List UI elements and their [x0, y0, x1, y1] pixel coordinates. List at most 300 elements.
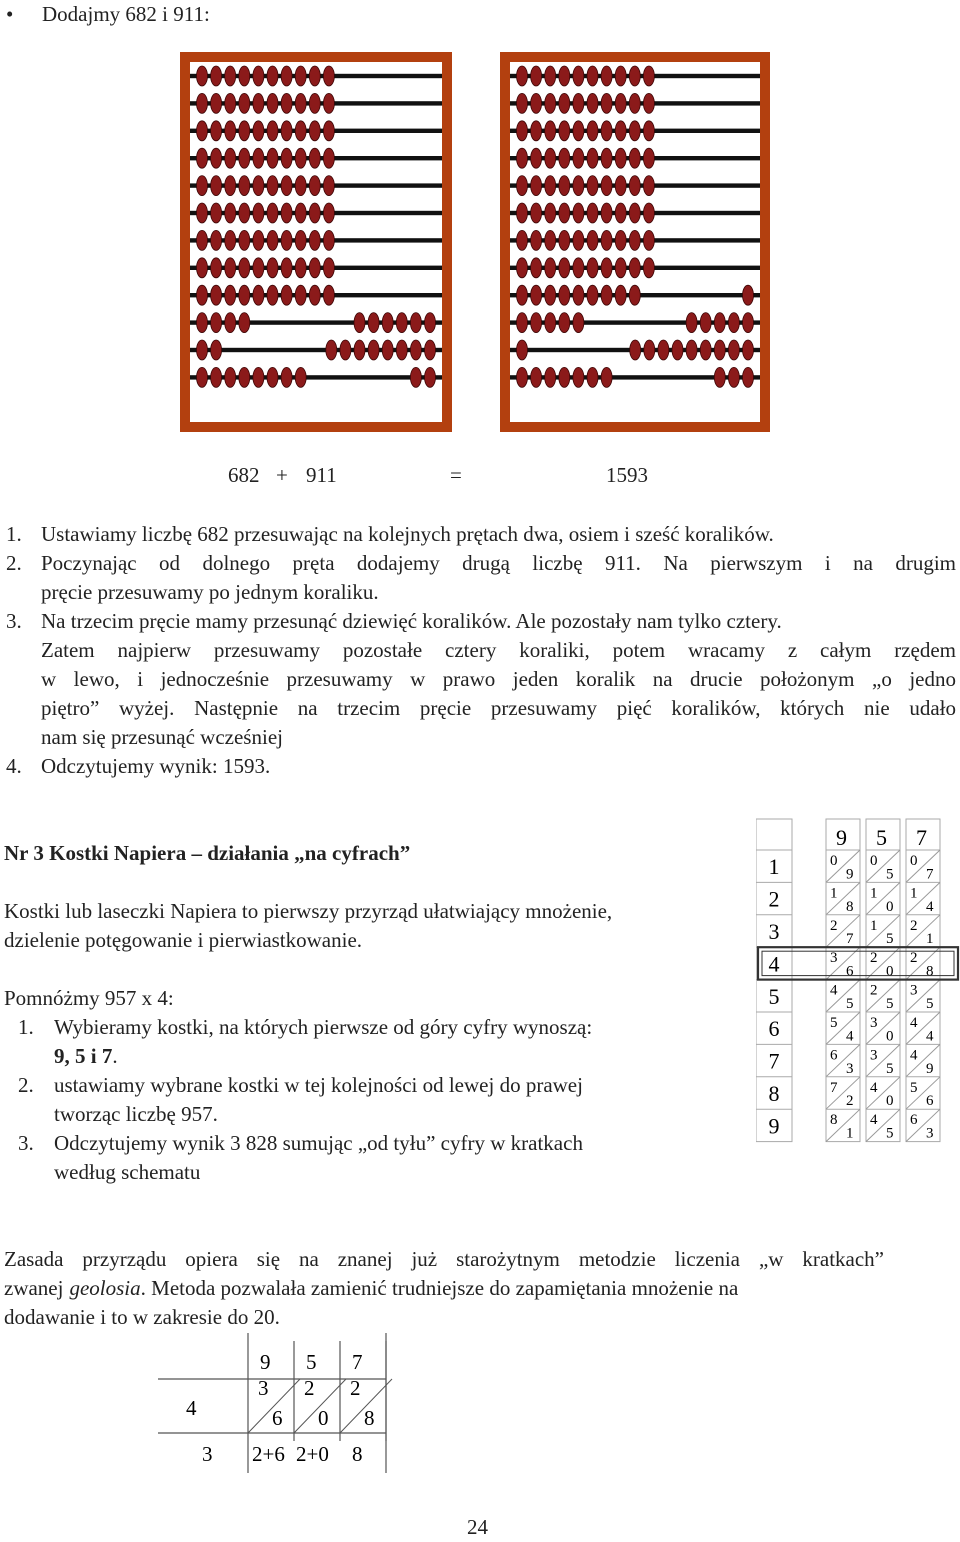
abacus-bead	[197, 93, 208, 113]
abacus-bead	[559, 313, 570, 333]
geolosia-tens: 2	[350, 1376, 361, 1400]
abacus-bead	[601, 258, 612, 278]
abacus-bead	[323, 176, 334, 196]
abacus-bead	[197, 66, 208, 86]
abacus-bead	[253, 93, 264, 113]
abacus-bead	[354, 313, 365, 333]
abacus-bead	[225, 367, 236, 387]
abacus-bead	[253, 148, 264, 168]
bullet: •	[6, 2, 14, 26]
geolosia-term: geolosia	[69, 1276, 141, 1300]
bone-tens-digit: 2	[830, 917, 838, 934]
abacus-bead	[643, 203, 654, 223]
bone-tens-digit: 4	[870, 1079, 878, 1096]
abacus-bead	[340, 340, 351, 360]
abacus-bead	[211, 230, 222, 250]
abacus-bead	[253, 285, 264, 305]
abacus-bead	[295, 203, 306, 223]
bone-ones-digit: 5	[926, 996, 934, 1012]
abacus-bead	[410, 313, 421, 333]
abacus-bead	[323, 203, 334, 223]
abacus-bead	[517, 93, 528, 113]
abacus-bead	[354, 340, 365, 360]
step-2-line-1: Poczynając od dolnego pręta dodajemy drugą liczbę 911. Na pierwszym i na drugim	[41, 551, 956, 575]
abacus-bead	[295, 367, 306, 387]
abacus-bead	[225, 313, 236, 333]
bone-tens-digit: 1	[870, 885, 878, 902]
abacus-bead	[425, 340, 436, 360]
abacus-bead	[573, 93, 584, 113]
abacus-bead	[253, 367, 264, 387]
abacus-bead	[531, 258, 542, 278]
abacus-bead	[601, 148, 612, 168]
abacus-bead	[545, 258, 556, 278]
abacus-bead	[225, 285, 236, 305]
geolosia-multiplier: 4	[186, 1396, 197, 1420]
abacus-bead	[545, 148, 556, 168]
bone-ones-digit: 1	[926, 931, 934, 948]
abacus-bead	[517, 285, 528, 305]
bone-tens-digit: 3	[870, 1015, 878, 1031]
abacus-bead	[643, 258, 654, 278]
napier-step-1-num: 1.	[18, 1015, 34, 1039]
geolosia-tens: 3	[258, 1376, 269, 1400]
abacus-bead	[615, 230, 626, 250]
abacus-bead	[587, 121, 598, 141]
bone-tens-digit: 0	[910, 853, 918, 869]
abacus-bead	[323, 66, 334, 86]
abacus-bead	[197, 285, 208, 305]
abacus-bead	[197, 367, 208, 387]
abacus-bead	[531, 93, 542, 113]
abacus-bead	[587, 66, 598, 86]
abacus-bead	[587, 258, 598, 278]
step-3-num: 3.	[6, 609, 22, 633]
abacus-bead	[573, 203, 584, 223]
abacus-bead	[382, 313, 393, 333]
abacus-bead	[587, 367, 598, 387]
row-label: 7	[768, 1048, 780, 1074]
abacus-bead	[587, 176, 598, 196]
abacus-bead	[615, 258, 626, 278]
abacus-bead	[225, 121, 236, 141]
addend-a: 682	[228, 463, 260, 487]
abacus-bead	[531, 367, 542, 387]
row-label: 2	[768, 886, 780, 912]
row-label: 9	[768, 1113, 780, 1139]
bone-ones-digit: 5	[886, 931, 894, 948]
abacus-bead	[573, 121, 584, 141]
bone-tens-digit: 5	[910, 1079, 918, 1096]
abacus-bead	[545, 66, 556, 86]
abacus-bead	[531, 148, 542, 168]
abacus-bead	[728, 367, 739, 387]
row-label: 8	[768, 1081, 780, 1106]
abacus-bead	[517, 66, 528, 86]
bone-tens-digit: 2	[910, 917, 918, 934]
abacus-bead	[281, 148, 292, 168]
napier-intro-line-2: dzielenie potęgowanie i pierwiastkowanie.	[4, 928, 363, 952]
abacus-bead	[545, 230, 556, 250]
napier-step-1-line-1: Wybieramy kostki, na których pierwsze od góry cyfry wynoszą:	[54, 1015, 593, 1039]
abacus-bead	[281, 367, 292, 387]
bone-header: 5	[876, 825, 887, 850]
abacus-bead	[545, 367, 556, 387]
abacus-bead	[211, 367, 222, 387]
abacus-bead	[253, 176, 264, 196]
abacus-bead	[211, 176, 222, 196]
abacus-bead	[686, 313, 697, 333]
abacus-bead	[545, 121, 556, 141]
abacus-bead	[281, 66, 292, 86]
bone-ones-digit: 0	[886, 963, 894, 980]
geolosia-ones: 8	[364, 1406, 375, 1430]
abacus-bead	[267, 203, 278, 223]
abacus-bead	[309, 230, 320, 250]
geolosia-sum: 2+6	[252, 1442, 285, 1466]
abacus-bead	[225, 203, 236, 223]
abacus-bead	[559, 66, 570, 86]
abacus-bead	[239, 285, 250, 305]
abacus-bead	[253, 230, 264, 250]
bone-ones-digit: 2	[846, 1093, 854, 1110]
abacus-bead	[615, 203, 626, 223]
abacus-bead	[309, 285, 320, 305]
abacus-bead	[368, 313, 379, 333]
abacus-bead	[700, 340, 711, 360]
bone-ones-digit: 7	[846, 931, 854, 948]
bone-tens-digit: 6	[910, 1112, 918, 1129]
abacus-bead	[281, 121, 292, 141]
abacus-bead	[267, 93, 278, 113]
abacus-bead	[629, 285, 640, 305]
abacus-bead	[225, 176, 236, 196]
bone-ones-digit: 1	[846, 1125, 854, 1142]
abacus-bead	[267, 258, 278, 278]
abacus-bead	[253, 121, 264, 141]
abacus-bead	[728, 340, 739, 360]
step-2-num: 2.	[6, 551, 22, 575]
abacus-bead	[197, 203, 208, 223]
abacus-bead	[281, 258, 292, 278]
bone-tens-digit: 5	[830, 1015, 838, 1031]
bone-tens-digit: 1	[870, 917, 878, 934]
abacus-bead	[587, 203, 598, 223]
bone-ones-digit: 3	[846, 1060, 854, 1077]
abacus-bead	[281, 203, 292, 223]
abacus-bead	[517, 176, 528, 196]
bone-tens-digit: 4	[830, 982, 838, 999]
abacus-bead	[587, 148, 598, 168]
abacus-bead	[239, 148, 250, 168]
abacus-bead	[643, 93, 654, 113]
abacus-right	[500, 52, 770, 432]
abacus-bead	[545, 176, 556, 196]
abacus-bead	[267, 121, 278, 141]
abacus-bead	[323, 121, 334, 141]
bone-ones-digit: 0	[886, 1093, 894, 1110]
bone-ones-digit: 4	[926, 1028, 934, 1045]
abacus-bead	[743, 285, 754, 305]
plus-sign: +	[276, 463, 288, 487]
period: .	[112, 1044, 118, 1068]
abacus-bead	[197, 148, 208, 168]
row-label: 1	[768, 854, 780, 880]
equals-sign: =	[450, 463, 462, 487]
abacus-bead	[211, 258, 222, 278]
abacus-bead	[295, 176, 306, 196]
bone-tens-digit: 2	[870, 982, 878, 999]
bone-ones-digit: 9	[926, 1060, 934, 1077]
abacus-bead	[239, 121, 250, 141]
bone-ones-digit: 5	[886, 996, 894, 1012]
principle-line-3: dodawanie i to w zakresie do 20.	[4, 1305, 280, 1329]
abacus-bead	[253, 258, 264, 278]
abacus-bead	[531, 176, 542, 196]
abacus-bead	[573, 66, 584, 86]
principle-line-1: Zasada przyrządu opiera się na znanej już starożytnym metodzie liczenia „w kratkach”	[4, 1247, 884, 1271]
sum-result: 1593	[606, 463, 648, 487]
abacus-bead	[601, 203, 612, 223]
abacus-bead	[281, 93, 292, 113]
abacus-bead	[197, 121, 208, 141]
step-2-line-2: pręcie przesuwamy po jednym koraliku.	[41, 580, 379, 604]
bone-ones-digit: 8	[846, 898, 854, 915]
abacus-bead	[559, 367, 570, 387]
bone-header: 9	[836, 825, 847, 850]
abacus-bead	[531, 66, 542, 86]
abacus-bead	[743, 367, 754, 387]
principle-text-a: zwanej	[4, 1276, 64, 1300]
abacus-bead	[410, 340, 421, 360]
abacus-bead	[211, 121, 222, 141]
abacus-bead	[309, 93, 320, 113]
abacus-bead	[225, 258, 236, 278]
napier-step-2-line-2: tworząc liczbę 957.	[54, 1102, 218, 1126]
step-3-line-4: piętro” wyżej. Następnie na trzecim pręcie przesuwamy pięć koralików, których nie udało	[41, 696, 956, 720]
abacus-bead	[643, 230, 654, 250]
bone-ones-digit: 5	[886, 1060, 894, 1077]
abacus-bead	[309, 203, 320, 223]
abacus-bead	[559, 121, 570, 141]
bone-ones-digit: 0	[886, 1028, 894, 1045]
abacus-bead	[323, 285, 334, 305]
bone-ones-digit: 6	[926, 1093, 934, 1110]
abacus-bead	[629, 93, 640, 113]
geolosia-sum: 3	[202, 1442, 213, 1466]
abacus-bead	[295, 121, 306, 141]
step-4: Odczytujemy wynik: 1593.	[41, 754, 271, 778]
abacus-bead	[267, 285, 278, 305]
abacus-bead	[323, 148, 334, 168]
abacus-bead	[615, 176, 626, 196]
bone-ones-digit: 5	[886, 866, 894, 883]
abacus-bead	[295, 258, 306, 278]
abacus-bead	[239, 66, 250, 86]
abacus-bead	[396, 340, 407, 360]
geolosia-figure	[158, 1333, 398, 1478]
abacus-bead	[425, 367, 436, 387]
napier-step-3-line-2: według schematu	[54, 1160, 201, 1184]
abacus-bead	[281, 176, 292, 196]
abacus-bead	[630, 340, 641, 360]
abacus-bead	[615, 148, 626, 168]
abacus-bead	[239, 313, 250, 333]
abacus-bead	[225, 66, 236, 86]
abacus-bead	[517, 367, 528, 387]
bone-tens-digit: 0	[830, 853, 838, 869]
abacus-bead	[197, 258, 208, 278]
bone-ones-digit: 3	[926, 1125, 934, 1142]
geolosia-top-digit: 5	[306, 1350, 317, 1374]
abacus-bead	[559, 230, 570, 250]
abacus-bead	[643, 66, 654, 86]
bone-ones-digit: 9	[846, 866, 854, 883]
principle-line-2	[4, 1274, 900, 1303]
abacus-bead	[267, 66, 278, 86]
abacus-bead	[615, 66, 626, 86]
step-4-num: 4.	[6, 754, 22, 778]
abacus-bead	[267, 148, 278, 168]
abacus-bead	[714, 313, 725, 333]
abacus-bead	[559, 258, 570, 278]
abacus-bead	[425, 313, 436, 333]
abacus-bead	[672, 340, 683, 360]
bone-tens-digit: 4	[910, 1015, 918, 1031]
abacus-bead	[253, 66, 264, 86]
abacus-bead	[714, 340, 725, 360]
step-3-line-1: Na trzecim pręcie mamy przesunąć dziewięć koralików. Ale pozostały nam tylko cztery.	[41, 609, 782, 633]
abacus-bead	[573, 313, 584, 333]
abacus-bead	[601, 121, 612, 141]
abacus-bead	[309, 121, 320, 141]
abacus-bead	[573, 230, 584, 250]
abacus-bead	[629, 66, 640, 86]
abacus-bead	[211, 148, 222, 168]
abacus-bead	[743, 340, 754, 360]
abacus-bead	[629, 121, 640, 141]
napier-intro-line-1: Kostki lub laseczki Napiera to pierwszy przyrząd ułatwiający mnożenie,	[4, 899, 613, 923]
abacus-bead	[531, 203, 542, 223]
bone-tens-digit: 3	[830, 950, 838, 967]
abacus-bead	[643, 176, 654, 196]
addend-b: 911	[306, 463, 337, 487]
abacus-bead	[517, 258, 528, 278]
abacus-bead	[382, 340, 393, 360]
napier-bones-figure	[756, 817, 960, 1147]
abacus-bead	[643, 148, 654, 168]
abacus-bead	[368, 340, 379, 360]
bone-ones-digit: 8	[926, 963, 934, 980]
bone-ones-digit: 6	[846, 963, 854, 980]
abacus-bead	[601, 66, 612, 86]
abacus-bead	[531, 313, 542, 333]
abacus-bead	[531, 285, 542, 305]
principle-text-b: . Metoda pozwalała zamienić trudniejsze do zapamiętania mnożenie na	[140, 1276, 739, 1300]
abacus-bead	[211, 340, 222, 360]
abacus-bead	[211, 313, 222, 333]
abacus-bead	[629, 176, 640, 196]
bone-tens-digit: 4	[870, 1112, 878, 1129]
abacus-bead	[295, 66, 306, 86]
bone-ones-digit: 7	[926, 866, 934, 883]
abacus-bead	[295, 285, 306, 305]
geolosia-ones: 0	[318, 1406, 329, 1430]
multiply-prompt: Pomnóżmy 957 x 4:	[4, 986, 174, 1010]
abacus-bead	[517, 148, 528, 168]
abacus-bead	[545, 203, 556, 223]
abacus-bead	[531, 121, 542, 141]
abacus-bead	[517, 203, 528, 223]
abacus-bead	[239, 203, 250, 223]
geolosia-sum: 8	[352, 1442, 363, 1466]
abacus-bead	[559, 203, 570, 223]
row-label: 6	[768, 1016, 780, 1042]
abacus-bead	[573, 176, 584, 196]
abacus-bead	[545, 313, 556, 333]
bone-tens-digit: 6	[830, 1047, 838, 1064]
geolosia-ones: 6	[272, 1406, 283, 1430]
row-label: 4	[768, 951, 780, 977]
bone-tens-digit: 3	[870, 1047, 878, 1064]
intro-text: Dodajmy 682 i 911:	[42, 2, 210, 26]
abacus-bead	[295, 148, 306, 168]
abacus-bead	[601, 230, 612, 250]
abacus-bead	[197, 313, 208, 333]
abacus-bead	[309, 176, 320, 196]
step-1-num: 1.	[6, 522, 22, 546]
abacus-bead	[559, 148, 570, 168]
abacus-bead	[517, 340, 528, 360]
abacus-bead	[615, 285, 626, 305]
abacus-bead	[267, 367, 278, 387]
abacus-bead	[197, 340, 208, 360]
abacus-bead	[629, 148, 640, 168]
bone-tens-digit: 3	[910, 982, 918, 999]
abacus-bead	[239, 93, 250, 113]
abacus-bead	[644, 340, 655, 360]
abacus-bead	[587, 230, 598, 250]
abacus-bead	[743, 313, 754, 333]
abacus-bead	[323, 230, 334, 250]
abacus-bead	[587, 285, 598, 305]
abacus-bead	[601, 93, 612, 113]
abacus-bead	[615, 93, 626, 113]
page-number: 24	[467, 1515, 488, 1539]
abacus-bead	[225, 93, 236, 113]
abacus-bead	[517, 313, 528, 333]
abacus-bead	[211, 203, 222, 223]
abacus-bead	[517, 230, 528, 250]
abacus-bead	[267, 230, 278, 250]
abacus-bead	[573, 258, 584, 278]
abacus-bead	[326, 340, 337, 360]
abacus-bead	[239, 176, 250, 196]
abacus-bead	[309, 66, 320, 86]
row-label: 3	[768, 919, 780, 944]
step-3-line-3: w lewo, i jednocześnie przesuwamy w prawo jeden koralik na drucie położonym „o jedno	[41, 667, 956, 691]
abacus-bead	[281, 230, 292, 250]
abacus-bead	[295, 93, 306, 113]
abacus-bead	[686, 340, 697, 360]
bone-ones-digit: 5	[846, 996, 854, 1012]
abacus-bead	[601, 176, 612, 196]
step-3-line-2: Zatem najpierw przesuwamy pozostałe cztery koraliki, potem wracamy z całym rzędem	[41, 638, 956, 662]
abacus-bead	[643, 121, 654, 141]
geolosia-top-digit: 7	[352, 1350, 363, 1374]
napier-step-3-line-1: Odczytujemy wynik 3 828 sumując „od tyłu” cyfry w kratkach	[54, 1131, 583, 1155]
bone-tens-digit: 8	[830, 1112, 838, 1129]
